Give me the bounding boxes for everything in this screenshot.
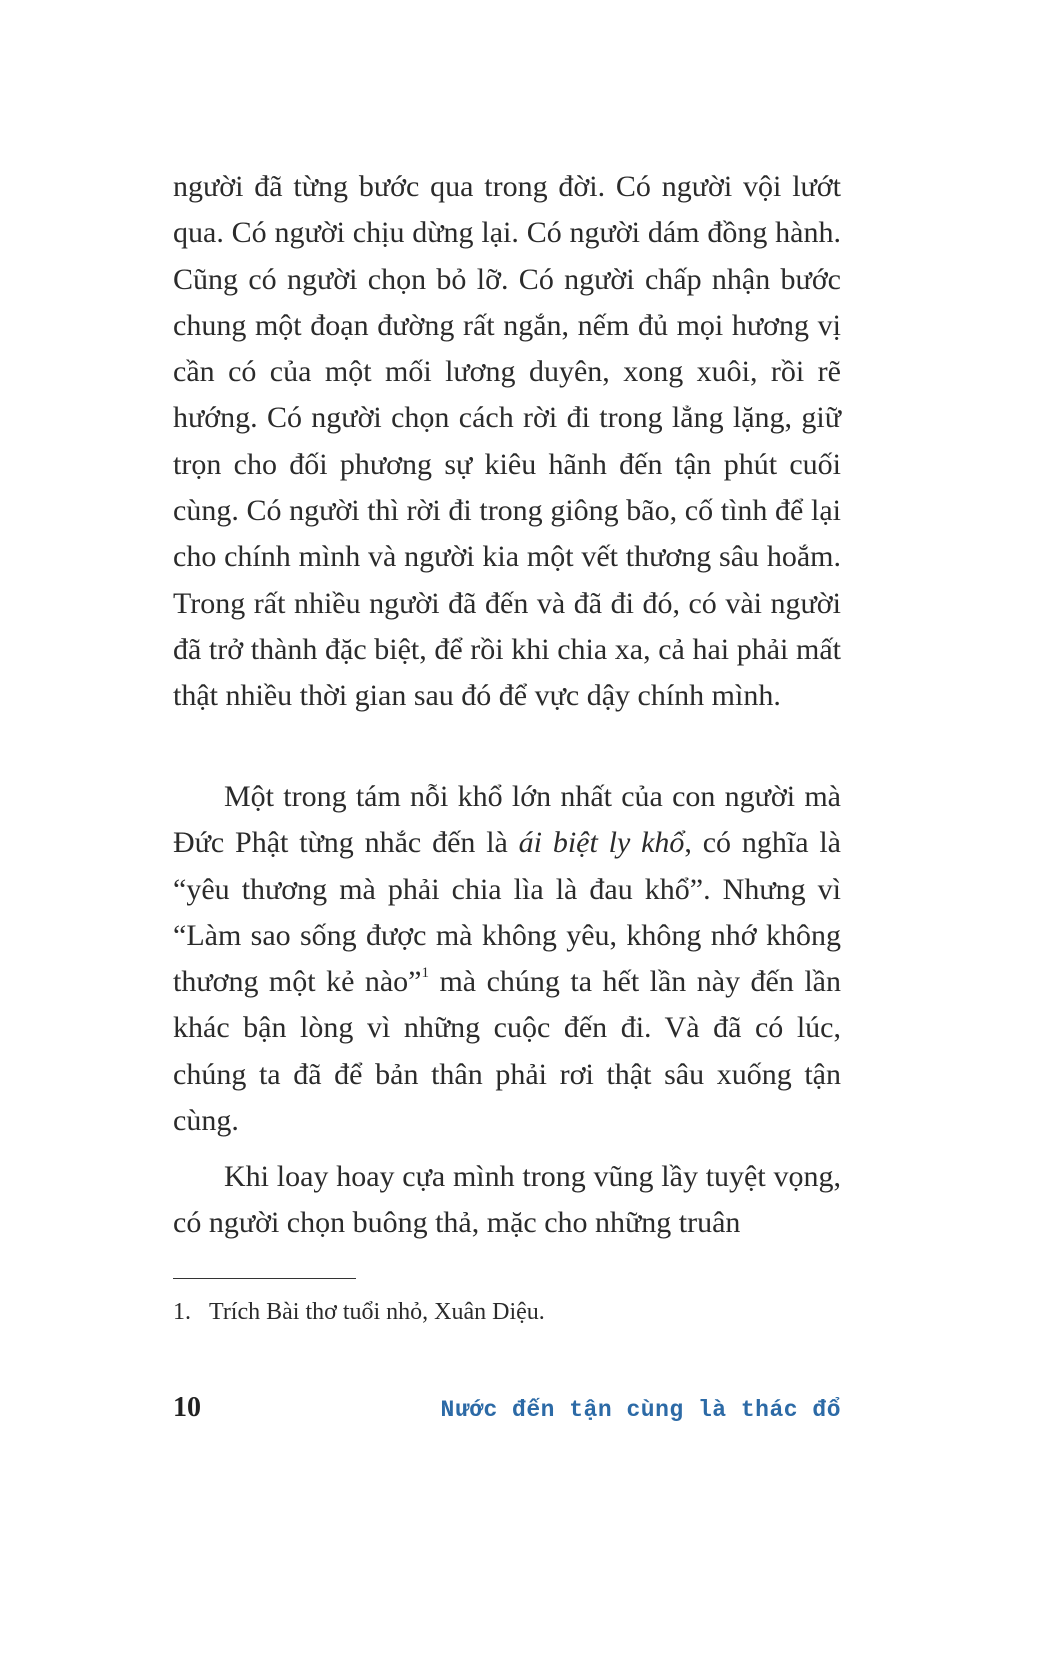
paragraph-text-part: Một trong tám nỗi khổ lớn nhất của con người mà Đức Phật từng nhắc đến là [173,780,841,860]
body-paragraph-2 [173,774,841,1144]
paragraph-text [173,774,841,1144]
page-number: 10 [173,1392,201,1423]
paragraph-text: Khi loay hoay cựa mình trong vũng lầy tuyệt vọng, có người chọn buông thả, mặc cho những truân [173,1160,841,1240]
footnote-text: Trích Bài thơ tuổi nhỏ, Xuân Diệu. [209,1299,545,1325]
paragraph-text: người đã từng bước qua trong đời. Có người vội lướt qua. Có người chịu dừng lại. Có người dám đồng hành. Cũng có người chọn bỏ lỡ. Có người chấp nhận bước chung một đoạn đường rất ngắn, nếm đủ mọi hương vị cần có của một mối lương duyên, xong xuôi, rồi rẽ hướng. Có người chọn cách rời đi trong lẳng lặng, giữ trọn cho đối phương sự kiêu hãnh đến tận phút cuối cùng. Có người thì rời đi trong giông bão, cố tình để lại cho chính mình và người kia một vết thương sâu hoắm. Trong rất nhiều người đã đến và đã đi đó, có vài người đã trở thành đặc biệt, để rồi khi chia xa, cả hai phải mất thật nhiều thời gian sau đó để vực dậy chính mình. [173,170,841,713]
paragraph-text-part: , có nghĩa là “yêu thương mà phải chia lìa là đau khổ”. Nhưng vì “Làm sao sống được mà không yêu, không nhớ không thương một kẻ nào” [173,826,841,999]
italic-term: ái biệt ly khổ [518,826,685,860]
footnote [173,1296,841,1328]
body-paragraph-1 [173,164,841,720]
footnote-number: 1. [173,1299,191,1325]
running-title: Nước đến tận cùng là thác đổ [440,1397,841,1423]
body-paragraph-3 [173,1154,841,1247]
paragraph-text-part: mà chúng ta hết lần này đến lần khác bận lòng vì những cuộc đến đi. Và đã có lúc, chúng ta đã để bản thân phải rơi thật sâu xuống tận cùng. [173,965,841,1138]
footnote-divider [173,1278,356,1279]
footnote-reference[interactable]: 1 [421,965,429,982]
